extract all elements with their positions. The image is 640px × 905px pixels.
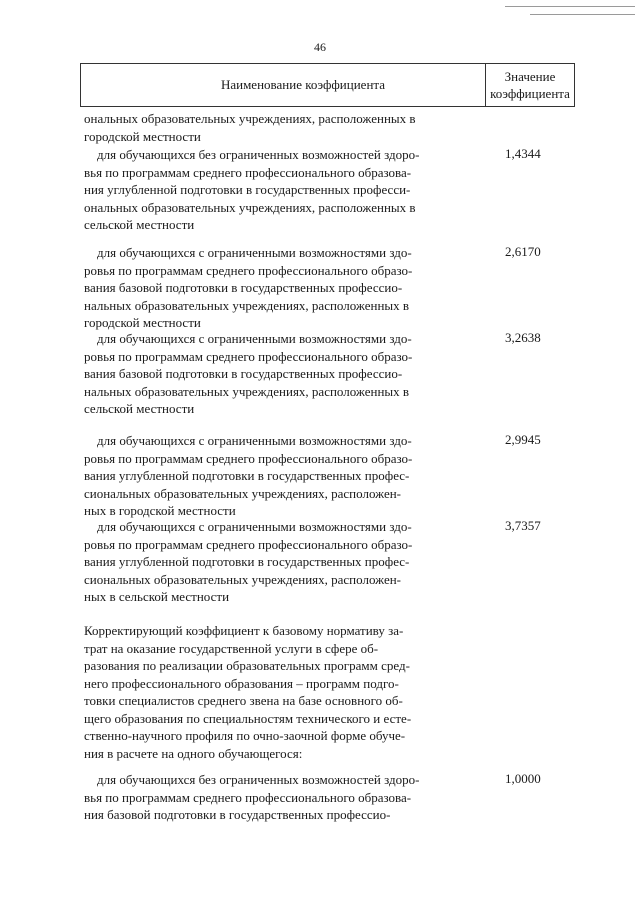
text-line: ональных образовательных учреждениях, расположенных в	[84, 199, 416, 215]
text-line: ных в сельской местности	[84, 589, 230, 604]
text-line: городской местности	[84, 128, 201, 144]
text-line: нальных образовательных учреждениях, расположенных в	[84, 297, 410, 313]
text-line: щего образования по специальностям технического и есте-	[84, 710, 412, 726]
text-line: нальных образовательных учреждениях, расположенных в	[84, 383, 410, 399]
text-line: трат на оказание государственной услуги в сфере об-	[84, 640, 379, 656]
text-line: ровья по программам среднего профессионального образо-	[84, 262, 413, 278]
coefficient-value: 3,7357	[505, 518, 541, 533]
text-line: для обучающихся с ограниченными возможностями здо-	[84, 245, 412, 260]
text-line: для обучающихся без ограниченных возможностей здоро-	[84, 772, 420, 787]
text-line: сиональных образовательных учреждениях, расположен-	[84, 571, 402, 587]
column-header-value-line1: Значение	[504, 69, 556, 84]
text-line: ственно-научного профиля по очно-заочной форме обуче-	[84, 728, 406, 743]
page-number: 46	[314, 40, 326, 54]
coefficient-value: 2,9945	[505, 432, 541, 447]
text-line: сельской местности	[84, 217, 195, 232]
text-line: для обучающихся без ограниченных возможностей здоро-	[84, 147, 420, 162]
coefficient-text-block	[84, 771, 470, 824]
text-line: разования по реализации образовательных программ сред-	[84, 658, 410, 673]
coefficient-text-block	[84, 244, 470, 332]
coefficient-text-block	[84, 330, 470, 418]
text-line: ния углубленной подготовки в государственных професси-	[84, 182, 411, 197]
text-line: вья по программам среднего профессионального образова-	[84, 164, 412, 180]
text-line: вья по программам среднего профессионального образова-	[84, 789, 412, 805]
text-line: него профессионального образования – программ подго-	[84, 675, 399, 691]
scan-artifact-line	[505, 6, 635, 7]
text-line: Корректирующий коэффициент к базовому нормативу за-	[84, 623, 404, 638]
column-header-name: Наименование коэффициента	[81, 64, 486, 106]
text-line: ональных образовательных учреждениях, расположенных в	[84, 111, 416, 126]
coefficient-text-block	[84, 432, 470, 520]
table-header	[80, 63, 575, 107]
coefficient-value: 1,0000	[505, 771, 541, 786]
coefficient-value: 1,4344	[505, 146, 541, 161]
coefficient-text-block	[84, 622, 470, 762]
text-line: для обучающихся с ограниченными возможностями здо-	[84, 433, 412, 448]
text-line: ных в городской местности	[84, 503, 236, 518]
coefficient-value: 3,2638	[505, 330, 541, 345]
coefficient-value: 2,6170	[505, 244, 541, 259]
text-line: городской местности	[84, 315, 201, 330]
scan-artifact-line	[530, 14, 635, 15]
text-line: товки специалистов среднего звена на базе основного об-	[84, 693, 403, 708]
text-line: вания углубленной подготовки в государственных профес-	[84, 554, 410, 569]
coefficient-text-block	[84, 518, 470, 606]
text-line: вания базовой подготовки в государственных профессио-	[84, 280, 403, 295]
text-line: сиональных образовательных учреждениях, расположен-	[84, 485, 402, 501]
text-line: ровья по программам среднего профессионального образо-	[84, 536, 413, 552]
column-header-value-line2: коэффициента	[490, 86, 570, 101]
coefficient-text-block	[84, 110, 470, 145]
text-line: ния базовой подготовки в государственных профессио-	[84, 807, 391, 822]
text-line: ния в расчете на одного обучающегося:	[84, 745, 303, 761]
text-line: для обучающихся с ограниченными возможностями здо-	[84, 519, 412, 534]
coefficient-text-block	[84, 146, 470, 234]
text-line: вания базовой подготовки в государственных профессио-	[84, 366, 403, 381]
column-header-value	[486, 64, 574, 106]
text-line: ровья по программам среднего профессионального образо-	[84, 348, 413, 364]
text-line: ровья по программам среднего профессионального образо-	[84, 450, 413, 466]
text-line: вания углубленной подготовки в государственных профес-	[84, 468, 410, 483]
text-line: для обучающихся с ограниченными возможностями здо-	[84, 331, 412, 346]
text-line: сельской местности	[84, 401, 195, 416]
